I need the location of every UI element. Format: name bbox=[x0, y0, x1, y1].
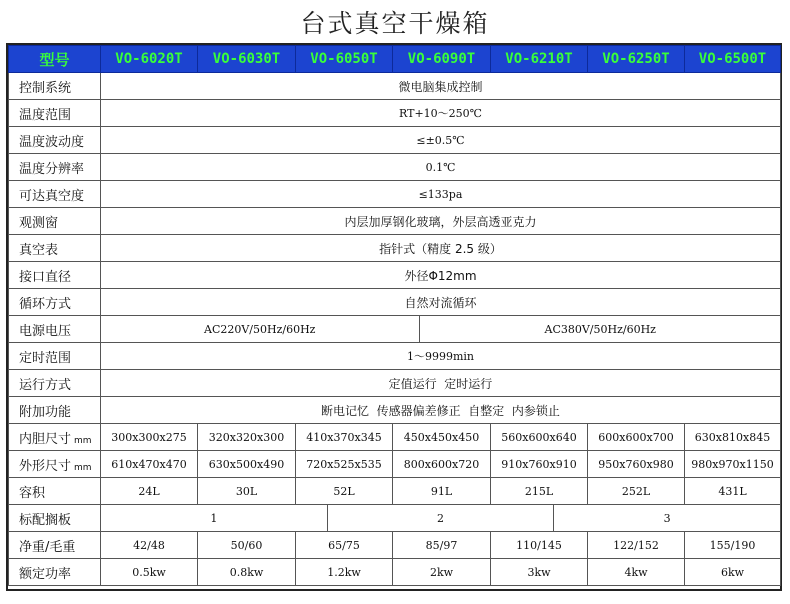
shelf-count: 2 bbox=[327, 505, 553, 531]
table-cell: 0.5kw bbox=[101, 559, 198, 586]
row-label: 外形尺寸 mm bbox=[9, 451, 101, 478]
spec-table bbox=[8, 45, 781, 586]
row-label: 运行方式 bbox=[9, 370, 101, 397]
row-label: 温度范围 bbox=[9, 100, 101, 127]
table-row bbox=[9, 100, 781, 127]
table-cell: 600x600x700 bbox=[588, 424, 685, 451]
table-cell: 52L bbox=[296, 478, 393, 505]
row-value: 1～9999min bbox=[101, 343, 781, 370]
table-cell: 910x760x910 bbox=[491, 451, 588, 478]
table-cell: 320x320x300 bbox=[198, 424, 296, 451]
row-label: 温度波动度 bbox=[9, 127, 101, 154]
row-label: 额定功率 bbox=[9, 559, 101, 586]
row-label: 标配搁板 bbox=[9, 505, 101, 532]
model-header: VO-6250T bbox=[588, 46, 685, 73]
table-cell: 300x300x275 bbox=[101, 424, 198, 451]
table-cell: 720x525x535 bbox=[296, 451, 393, 478]
table-cell: 4kw bbox=[588, 559, 685, 586]
row-label: 控制系统 bbox=[9, 73, 101, 100]
table-row bbox=[9, 154, 781, 181]
row-label: 净重/毛重 bbox=[9, 532, 101, 559]
model-header: VO-6030T bbox=[198, 46, 296, 73]
table-cell: 110/145 bbox=[491, 532, 588, 559]
row-value: ≤±0.5℃ bbox=[101, 127, 781, 154]
table-cell: 215L bbox=[491, 478, 588, 505]
table-row bbox=[9, 343, 781, 370]
table-cell: 252L bbox=[588, 478, 685, 505]
table-row bbox=[9, 424, 781, 451]
model-header: VO-6090T bbox=[393, 46, 491, 73]
header-label: 型号 bbox=[9, 46, 101, 73]
row-label: 真空表 bbox=[9, 235, 101, 262]
row-value: 自然对流循环 bbox=[101, 289, 781, 316]
row-label: 观测窗 bbox=[9, 208, 101, 235]
model-header: VO-6020T bbox=[101, 46, 198, 73]
table-cell: 610x470x470 bbox=[101, 451, 198, 478]
header-row bbox=[9, 46, 781, 73]
model-header: VO-6210T bbox=[491, 46, 588, 73]
table-cell: 431L bbox=[685, 478, 781, 505]
table-cell: 630x810x845 bbox=[685, 424, 781, 451]
table-cell: 410x370x345 bbox=[296, 424, 393, 451]
table-cell: 91L bbox=[393, 478, 491, 505]
row-label: 定时范围 bbox=[9, 343, 101, 370]
table-cell: 30L bbox=[198, 478, 296, 505]
table-row bbox=[9, 316, 781, 343]
row-label: 电源电压 bbox=[9, 316, 101, 343]
row-value: ≤133pa bbox=[101, 181, 781, 208]
table-cell: 0.8kw bbox=[198, 559, 296, 586]
power-supply-220: AC220V/50Hz/60Hz bbox=[101, 316, 419, 342]
table-cell: 980x970x1150 bbox=[685, 451, 781, 478]
row-label: 容积 bbox=[9, 478, 101, 505]
table-row bbox=[9, 559, 781, 586]
table-cell: 2kw bbox=[393, 559, 491, 586]
row-value: 0.1℃ bbox=[101, 154, 781, 181]
table-row bbox=[9, 289, 781, 316]
table-cell: 122/152 bbox=[588, 532, 685, 559]
row-value: 断电记忆 传感器偏差修正 自整定 内参锁止 bbox=[101, 397, 781, 424]
table-cell: 950x760x980 bbox=[588, 451, 685, 478]
row-label: 可达真空度 bbox=[9, 181, 101, 208]
table-cell: 155/190 bbox=[685, 532, 781, 559]
table-row bbox=[9, 451, 781, 478]
table-cell: 450x450x450 bbox=[393, 424, 491, 451]
table-row bbox=[9, 532, 781, 559]
row-value: RT+10～250℃ bbox=[101, 100, 781, 127]
table-cell: 1.2kw bbox=[296, 559, 393, 586]
page-title: 台式真空干燥箱 bbox=[300, 9, 490, 38]
model-header: VO-6500T bbox=[685, 46, 781, 73]
power-supply-380: AC380V/50Hz/60Hz bbox=[544, 322, 656, 336]
row-label: 接口直径 bbox=[9, 262, 101, 289]
table-row bbox=[9, 181, 781, 208]
row-label: 循环方式 bbox=[9, 289, 101, 316]
table-cell: 65/75 bbox=[296, 532, 393, 559]
row-label: 内胆尺寸 mm bbox=[9, 424, 101, 451]
table-cell: 630x500x490 bbox=[198, 451, 296, 478]
row-label: 附加功能 bbox=[9, 397, 101, 424]
table-cell: 3kw bbox=[491, 559, 588, 586]
table-cell: 85/97 bbox=[393, 532, 491, 559]
table-cell: 50/60 bbox=[198, 532, 296, 559]
row-value: 内层加厚钢化玻璃，外层高透亚克力 bbox=[101, 208, 781, 235]
row-value: 指针式（精度 2.5 级） bbox=[101, 235, 781, 262]
table-row bbox=[9, 505, 781, 532]
row-value: 微电脑集成控制 bbox=[101, 73, 781, 100]
table-cell: 42/48 bbox=[101, 532, 198, 559]
table-row bbox=[9, 235, 781, 262]
table-row bbox=[9, 397, 781, 424]
table-row bbox=[9, 73, 781, 100]
table-row bbox=[9, 478, 781, 505]
row-value: 外径Φ12mm bbox=[101, 262, 781, 289]
table-cell: 800x600x720 bbox=[393, 451, 491, 478]
table-row bbox=[9, 262, 781, 289]
row-label: 温度分辨率 bbox=[9, 154, 101, 181]
table-cell: 24L bbox=[101, 478, 198, 505]
table-cell: 560x600x640 bbox=[491, 424, 588, 451]
model-header: VO-6050T bbox=[296, 46, 393, 73]
table-row bbox=[9, 370, 781, 397]
table-cell: 6kw bbox=[685, 559, 781, 586]
shelf-count: 3 bbox=[663, 511, 671, 525]
table-row bbox=[9, 127, 781, 154]
shelf-count: 1 bbox=[101, 505, 327, 531]
row-value: 定值运行 定时运行 bbox=[101, 370, 781, 397]
table-row bbox=[9, 208, 781, 235]
